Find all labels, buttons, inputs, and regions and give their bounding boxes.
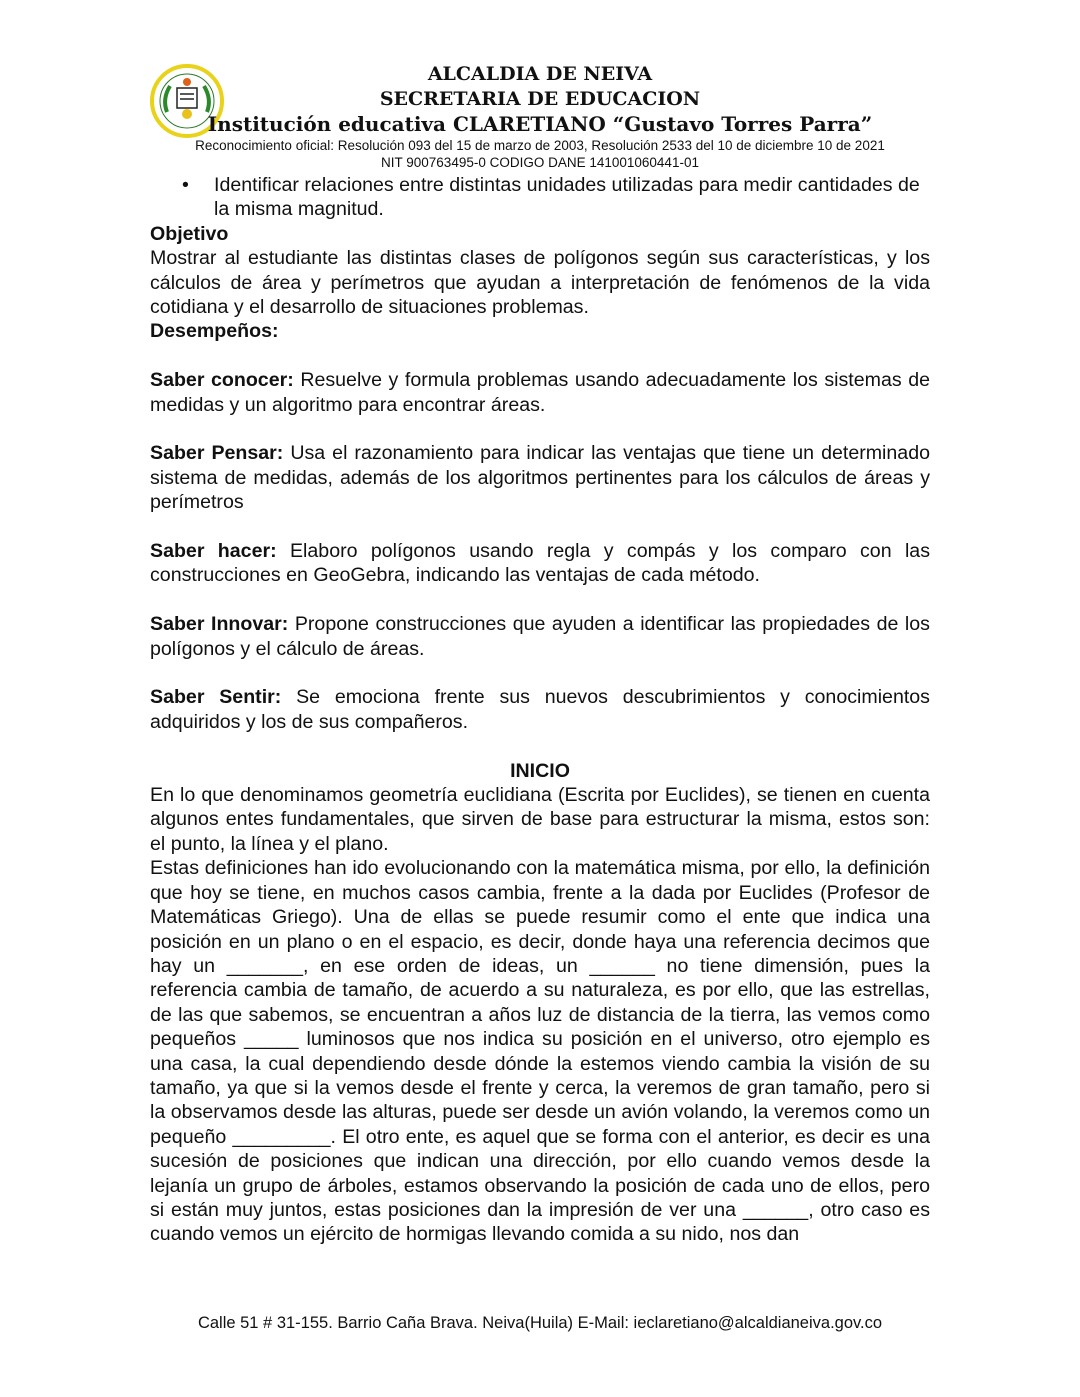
header-alcaldia: ALCALDIA DE NEIVA <box>427 63 653 85</box>
document-body <box>150 173 930 1247</box>
objetivo-text: Mostrar al estudiante las distintas clases de polígonos según sus características, y los cálculos de área y perímetros que ayudan a interpretación de fenómenos de la vida cotidiana y el desarrollo de situaciones problemas. <box>150 247 930 319</box>
inicio-title: INICIO <box>510 759 570 782</box>
header-nit: NIT 900763495-0 CODIGO DANE 141001060441-01 <box>381 155 699 170</box>
objetivo-title: Objetivo <box>150 222 229 245</box>
bullet-item <box>150 173 930 222</box>
header-secretaria: SECRETARIA DE EDUCACION <box>379 88 701 110</box>
inicio-paragraph-2: Estas definiciones han ido evolucionando con la matemática misma, por ello, la definición que hoy se tiene, en muchos casos cambia, frente a la dada por Euclides (Profesor de Matemáticas Griego). Una de ellas se puede resumir como el ente que indica una posición en un plano o en el espacio, es decir, donde haya una referencia decimos que hay un _______, en ese orden de ideas, un ______ no tiene dimensión, pues la referencia cambia de tamaño, de acuerdo a su naturaleza, es por ello, que las estrellas, de las que sabemos, se encuentran a años luz de distancia de la tierra, las vemos como pequeños _____ luminosos que nos indica su posición en el universo, otro ejemplo es una casa, la cual dependiendo desde dónde la estemos viendo cambia la visión de su tamaño, ya que si la vemos desde el frente y cerca, la veremos de gran tamaño, pero si la observamos desde las alturas, puede ser desde un avión volando, la veremos como un pequeño _________. El otro ente, es aquel que se forma con el anterior, es decir es una sucesión de posiciones que indican una dirección, por ello cuando vemos desde la lejanía un grupo de árboles, estamos observando la posición de cada uno de ellos, pero si están muy juntos, estas posiciones dan la impresión de ver una ______, otro caso es cuando vemos un ejército de hormigas llevando comida a su nido, nos dan <box>150 857 930 1246</box>
document-header <box>0 62 1080 171</box>
bullet-icon: • <box>182 174 189 196</box>
desempeno-item: Saber hacer: Elaboro polígonos usando regla y compás y los comparo con las construcciones en GeoGebra, indicando las ventajas de cada método. <box>150 540 930 587</box>
bullet-text: Identificar relaciones entre distintas unidades utilizadas para medir cantidades de la misma magnitud. <box>214 174 920 221</box>
desempeno-item: Saber Sentir: Se emociona frente sus nuevos descubrimientos y conocimientos adquiridos y los de sus compañeros. <box>150 686 930 733</box>
inicio-paragraph-1: En lo que denominamos geometría euclidiana (Escrita por Euclides), se tienen en cuenta algunos entes fundamentales, que sirven de base para estructurar la misma, estos son: el punto, la línea y el plano. <box>150 784 930 855</box>
desempeno-item: Saber Innovar: Propone construcciones que ayuden a identificar las propiedades de los polígonos y el cálculo de áreas. <box>150 613 930 660</box>
desempeno-item: Saber conocer: Resuelve y formula problemas usando adecuadamente los sistemas de medidas y un algoritmo para encontrar áreas. <box>150 369 930 416</box>
document-footer: Calle 51 # 31-155. Barrio Caña Brava. Neiva(Huila) E-Mail: ieclaretiano@alcaldianeiva.gov.co <box>197 1314 883 1332</box>
desempeno-item: Saber Pensar: Usa el razonamiento para indicar las ventajas que tiene un determinado sistema de medidas, además de los algoritmos pertinentes para los cálculos de áreas y perímetros <box>150 442 930 514</box>
desempenos-title: Desempeños: <box>150 320 279 343</box>
header-institution: Institución educativa CLARETIANO “Gustavo Torres Parra” <box>207 112 873 136</box>
header-recognition: Reconocimiento oficial: Resolución 093 del 15 de marzo de 2003, Resolución 2533 del 10 de diciembre 10 de 2021 <box>195 138 885 153</box>
